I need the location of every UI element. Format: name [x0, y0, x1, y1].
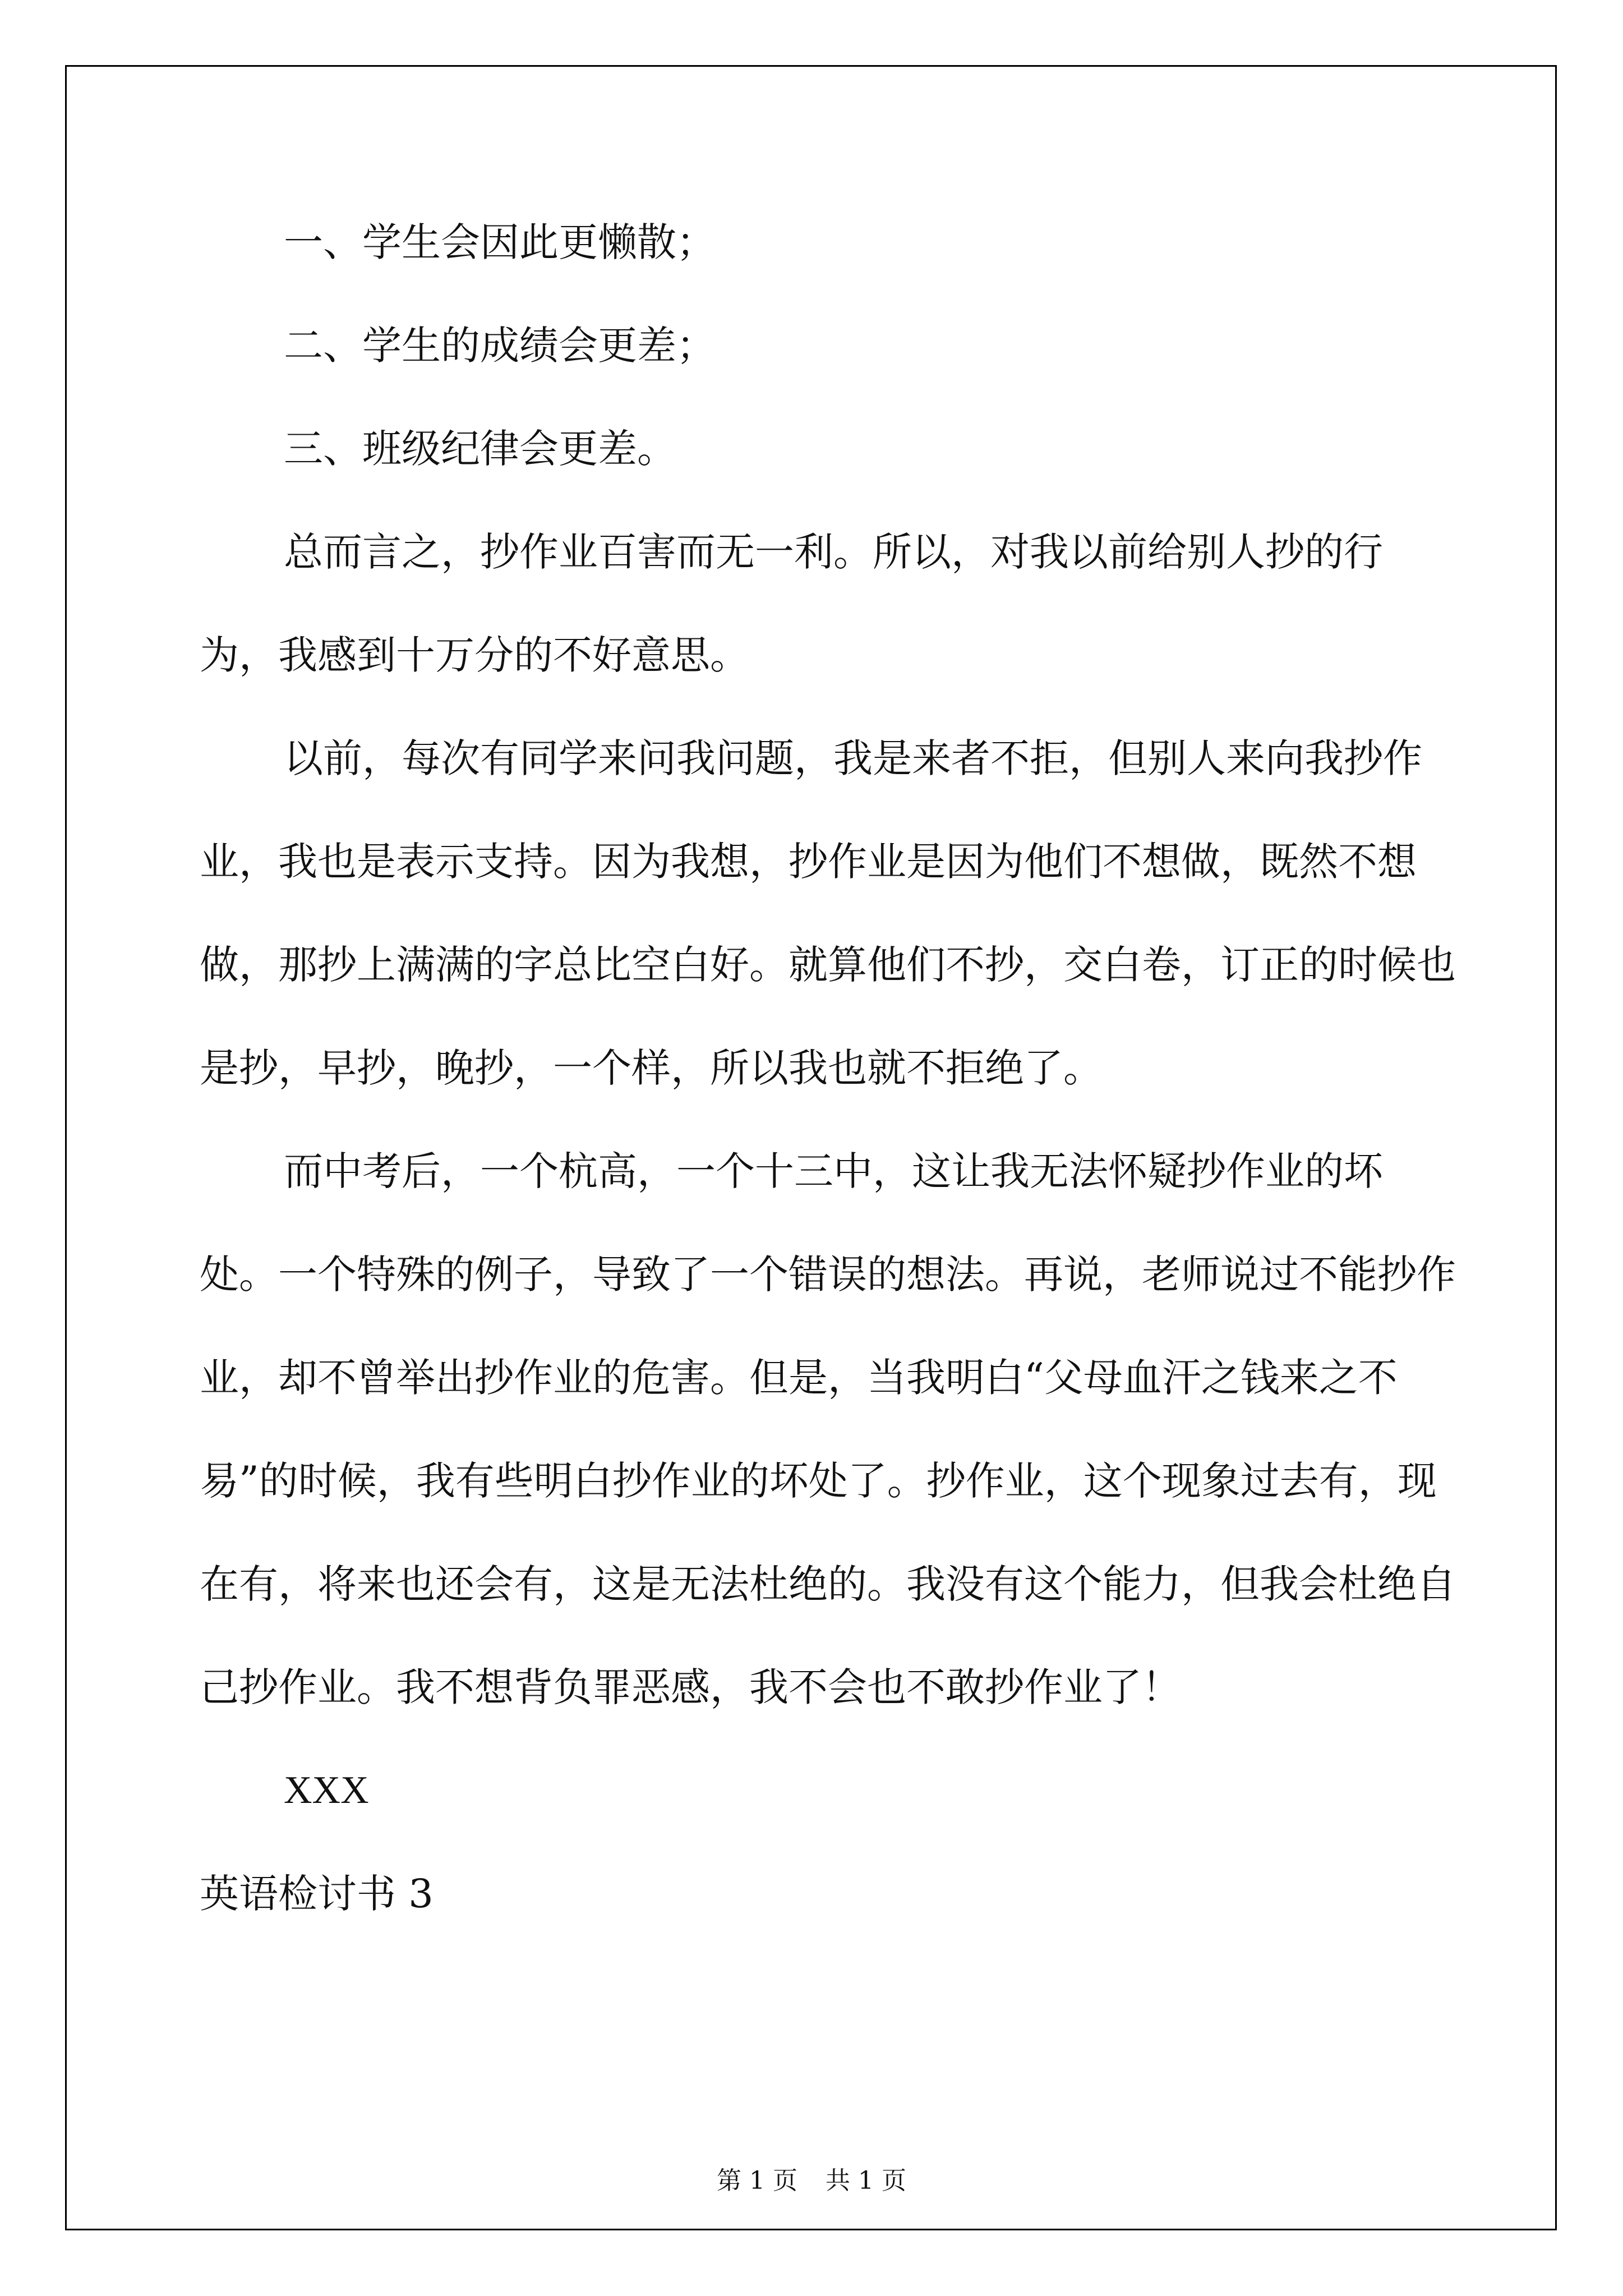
list-item-1: 一、学生会因此更懒散； [284, 219, 716, 265]
next-section-heading: 英语检讨书 3 [200, 1871, 434, 1917]
document-body [200, 191, 1456, 1945]
paragraph-summary: 总而言之，抄作业百害而无一利。所以，对我以前给别人抄的行为，我感到十万分的不好意思。 [200, 529, 1383, 678]
list-item-3: 三、班级纪律会更差。 [284, 426, 676, 472]
page-footer [0, 2164, 1623, 2198]
paragraph-past-behavior: 以前，每次有同学来问我问题，我是来者不拒，但别人来向我抄作业，我也是表示支持。因为我想，抄作业是因为他们不想做，既然不想做，那抄上满满的字总比空白好。就算他们不抄，交白卷，订正的时候也是抄，早抄，晚抄，一个样，所以我也就不拒绝了。 [200, 735, 1456, 1091]
signature: XXX [284, 1769, 369, 1812]
page-number-total: 共 1 页 [826, 2166, 906, 2195]
page-number-current: 第 1 页 [717, 2166, 797, 2195]
paragraph-reflection: 而中考后，一个杭高，一个十三中，这让我无法怀疑抄作业的坏处。一个特殊的例子，导致了一个错误的想法。再说，老师说过不能抄作业，却不曾举出抄作业的危害。但是，当我明白“父母血汗之钱来之不易”的时候，我有些明白抄作业的坏处了。抄作业，这个现象过去有，现在有，将来也还会有，这是无法杜绝的。我没有这个能力，但我会杜绝自己抄作业。我不想背负罪恶感，我不会也不敢抄作业了！ [200, 1148, 1456, 1710]
list-item-2: 二、学生的成绩会更差； [284, 323, 716, 369]
